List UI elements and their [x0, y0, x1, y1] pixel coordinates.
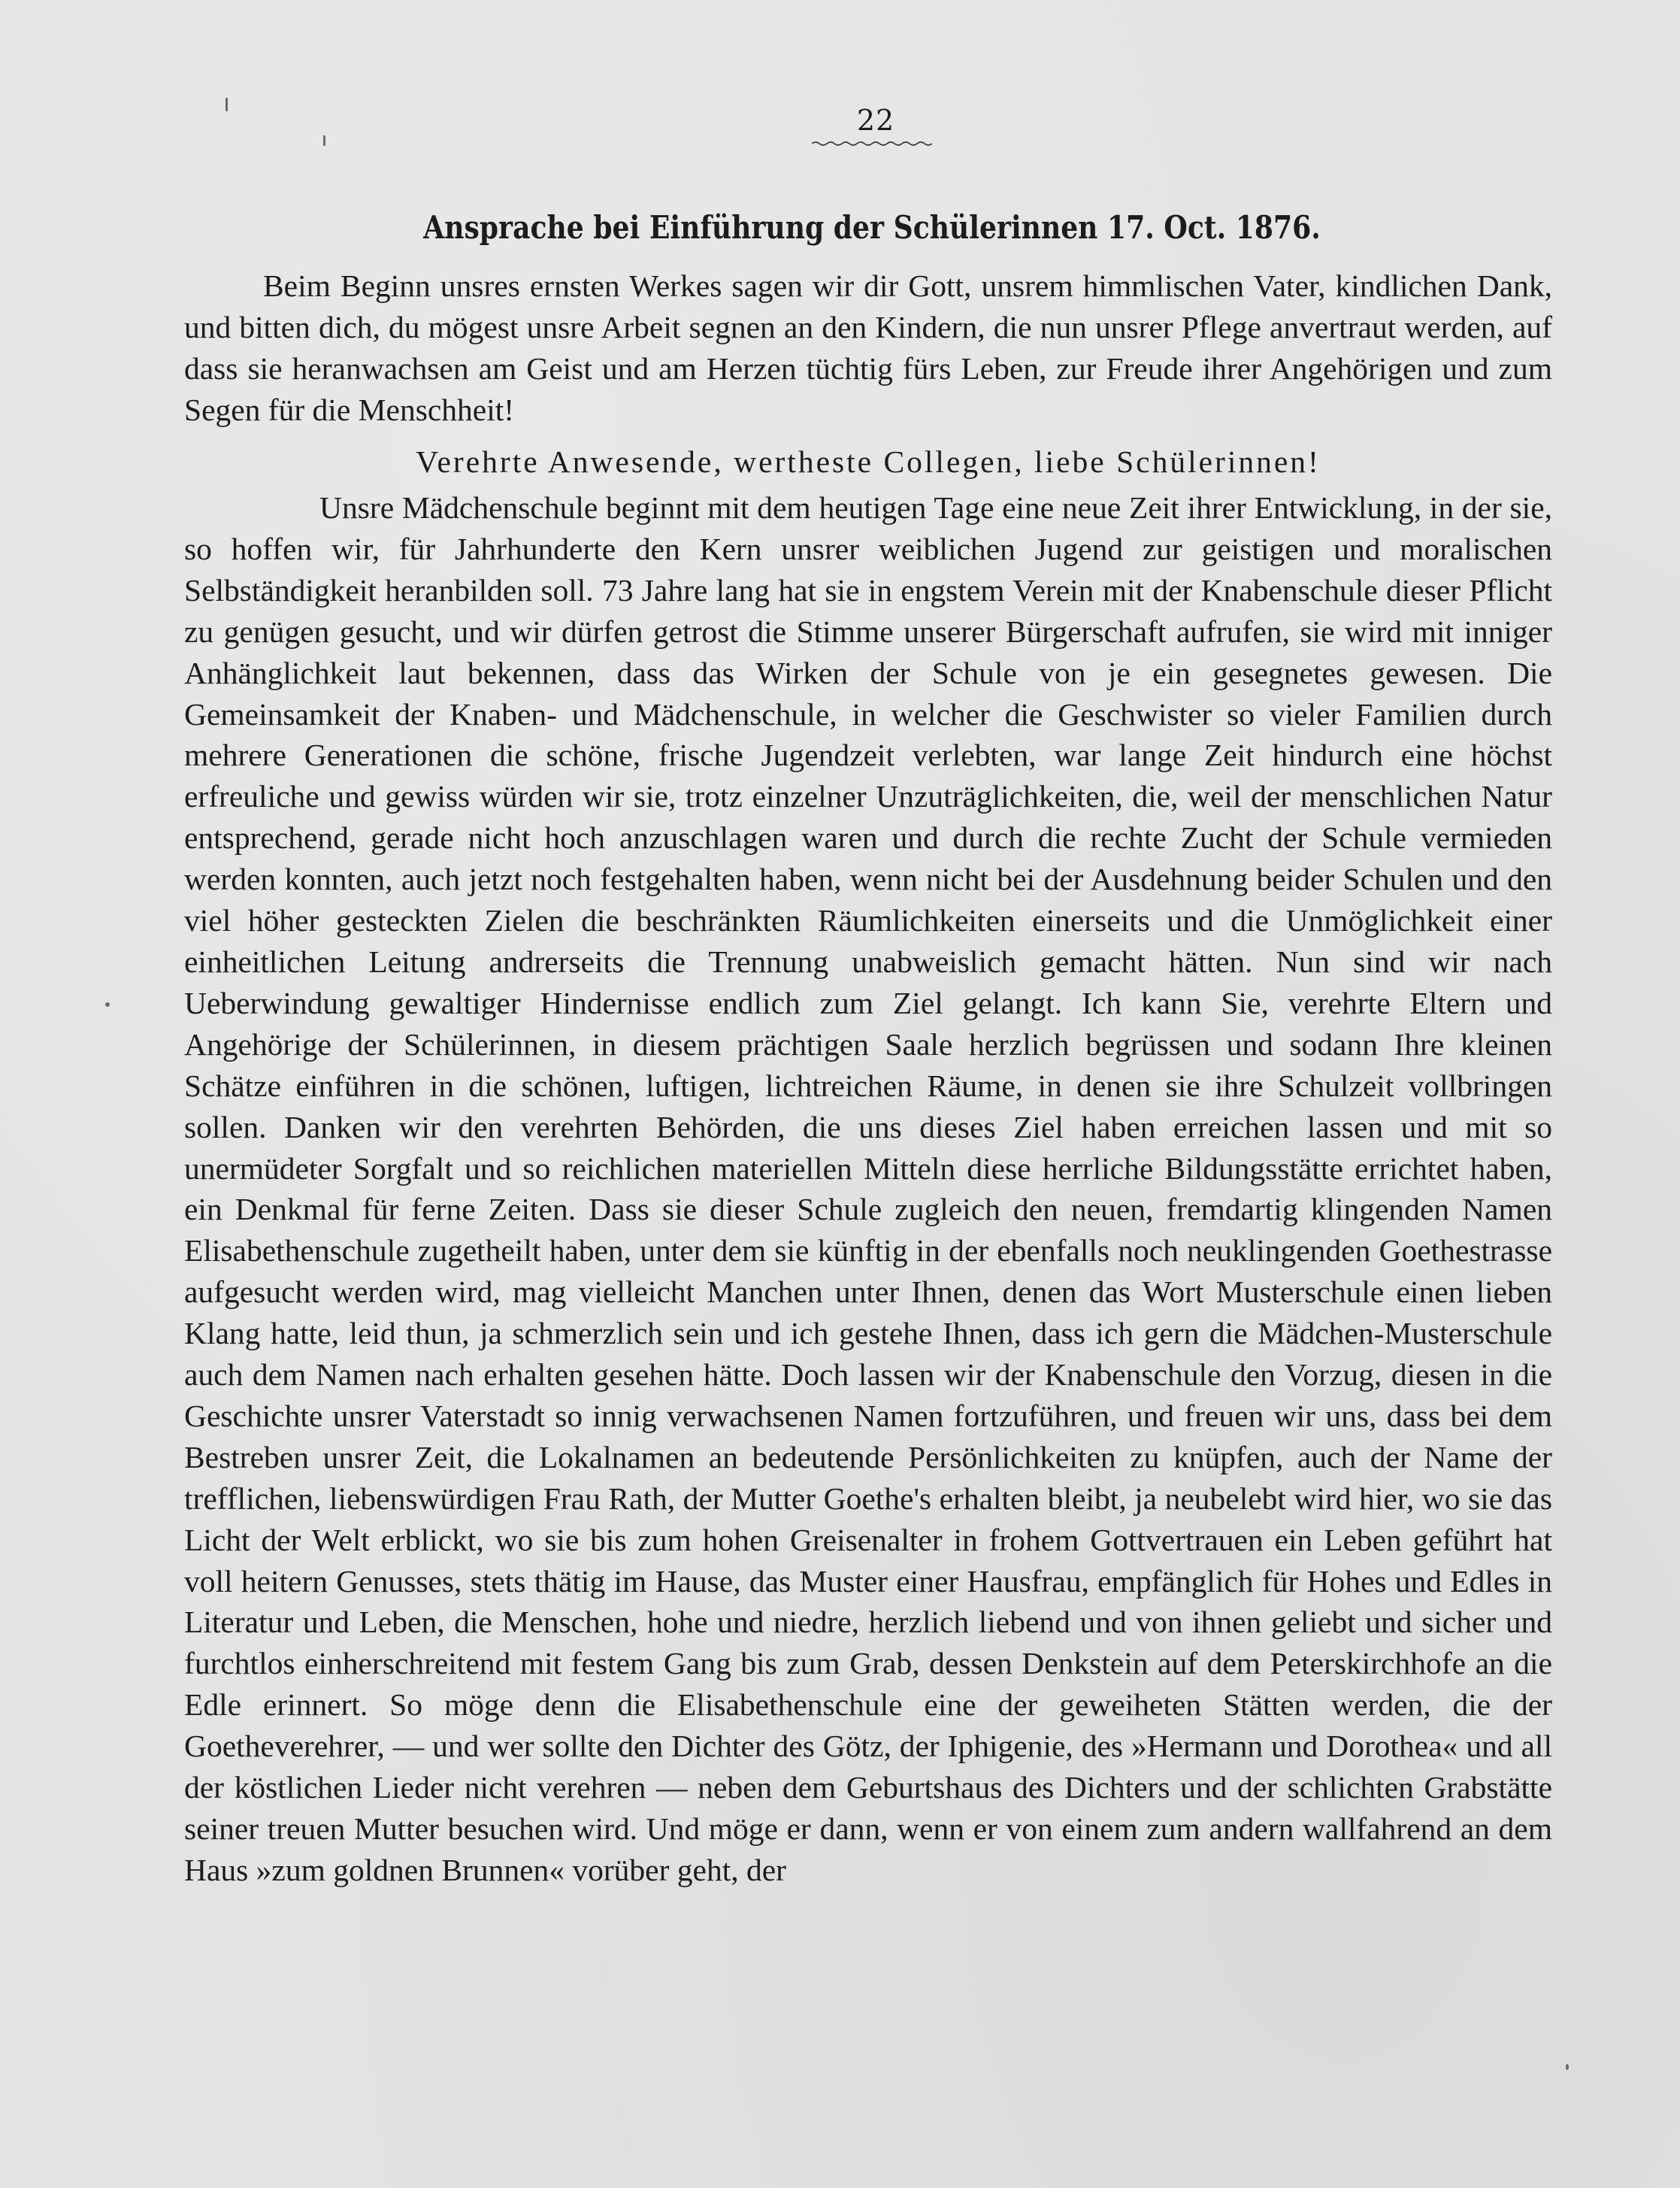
page-number-ornament — [812, 140, 932, 147]
salutation-line: Verehrte Anwesende, wertheste Collegen, liebe Schülerinnen! — [416, 444, 1321, 479]
scan-speck — [323, 135, 325, 146]
opening-prayer-paragraph: Beim Beginn unsres ernsten Werkes sagen wir dir Gott, unsrem himmlischen Vater, kindlichen Dank, und bitten dich, du mögest unsre Arbeit segnen an den Kindern, die nun unsrer Pflege anvertraut werden, auf dass sie heranwachsen am Geist und am Herzen tüchtig fürs Leben, zur Freude ihrer Angehörigen und zum Segen für die Menschheit! — [184, 268, 1552, 427]
page-heading: Ansprache bei Einführung der Schülerinnen 17. Oct. 1876. — [423, 209, 1321, 246]
page-number: 22 — [856, 104, 895, 137]
scan-speck — [226, 98, 228, 111]
scan-speck — [105, 1002, 110, 1007]
speech-body-paragraph: Unsre Mädchenschule beginnt mit dem heutigen Tage eine neue Zeit ihrer Entwicklung, in der sie, so hoffen wir, für Jahrhunderte den Kern unsrer weiblichen Jugend zur geistigen und moralischen Selbständigkeit heranbilden soll. 73 Jahre lang hat sie in engstem Verein mit der Knabenschule dieser Pflicht zu genügen gesucht, und wir dürfen getrost die Stimme unserer Bürgerschaft aufrufen, sie wird mit inniger Anhänglichkeit laut bekennen, dass das Wirken der Schule von je ein gesegnetes gewesen. Die Gemeinsamkeit der Knaben- und Mädchenschule, in welcher die Geschwister so vieler Familien durch mehrere Generationen die schöne, frische Jugendzeit verlebten, war lange Zeit hindurch eine höchst erfreuliche und gewiss würden wir sie, trotz einzelner Unzuträglichkeiten, die, weil der menschlichen Natur entsprechend, gerade nicht hoch anzuschlagen waren und durch die rechte Zucht der Schule vermieden werden konnten, auch jetzt noch festgehalten haben, wenn nicht bei der Ausdehnung beider Schulen und den viel höher gesteckten Zielen die beschränkten Räumlichkeiten einerseits und die Unmöglichkeit einer einheitlichen Leitung andrerseits die Trennung unabweislich gemacht hätten. Nun sind wir nach Ueberwindung gewaltiger Hindernisse endlich zum Ziel gelangt. Ich kann Sie, verehrte Eltern und Angehörige der Schülerinnen, in diesem prächtigen Saale herzlich begrüssen und sodann Ihre kleinen Schätze einführen in die schönen, luftigen, lichtreichen Räume, in denen sie ihre Schulzeit vollbringen sollen. Danken wir den verehrten Behörden, die uns dieses Ziel haben erreichen lassen und mit so unermüdeter Sorgfalt und so reichlichen materiellen Mitteln diese herrliche Bildungsstätte errichtet haben, ein Denkmal für ferne Zeiten. Dass sie dieser Schule zugleich den neuen, fremdartig klingenden Namen Elisabethenschule zugetheilt haben, unter dem sie künftig in der ebenfalls noch neuklingenden Goethestrasse aufgesucht werden wird, mag vielleicht Manchen unter Ihnen, denen das Wort Musterschule einen lieben Klang hatte, leid thun, ja schmerzlich sein und ich gestehe Ihnen, dass ich gern die Mädchen-Musterschule auch dem Namen nach erhalten gesehen hätte. Doch lassen wir der Knabenschule den Vorzug, diesen in die Geschichte unsrer Vaterstadt so innig verwachsenen Namen fortzuführen, und freuen wir uns, dass bei dem Bestreben unsrer Zeit, die Lokalnamen an bedeutende Persönlichkeiten zu knüpfen, auch der Name der trefflichen, liebenswürdigen Frau Rath, der Mutter Goethe's erhalten bleibt, ja neubelebt wird hier, wo sie das Licht der Welt erblickt, wo sie bis zum hohen Greisenalter in frohem Gottvertrauen ein Leben geführt hat voll heitern Genusses, stets thätig im Hause, das Muster einer Hausfrau, empfänglich für Hohes und Edles in Literatur und Leben, die Menschen, hohe und niedre, herzlich liebend und von ihnen geliebt und sicher und furchtlos einherschreitend mit festem Gang bis zum Grab, dessen Denkstein auf dem Peterskirchhofe an die Edle erinnert. So möge denn die Elisabethenschule eine der geweiheten Stätten werden, die der Goetheverehrer, — und wer sollte den Dichter des Götz, der Iphigenie, des »Hermann und Dorothea« und all der köstlichen Lieder nicht verehren — neben dem Geburtshaus des Dichters und der schlichten Grabstätte seiner treuen Mutter besuchen wird. Und möge er dann, wenn er von einem zum andern wallfahrend an dem Haus »zum goldnen Brunnen« vorüber geht, der — [184, 490, 1552, 1887]
scan-speck — [1566, 2064, 1569, 2070]
